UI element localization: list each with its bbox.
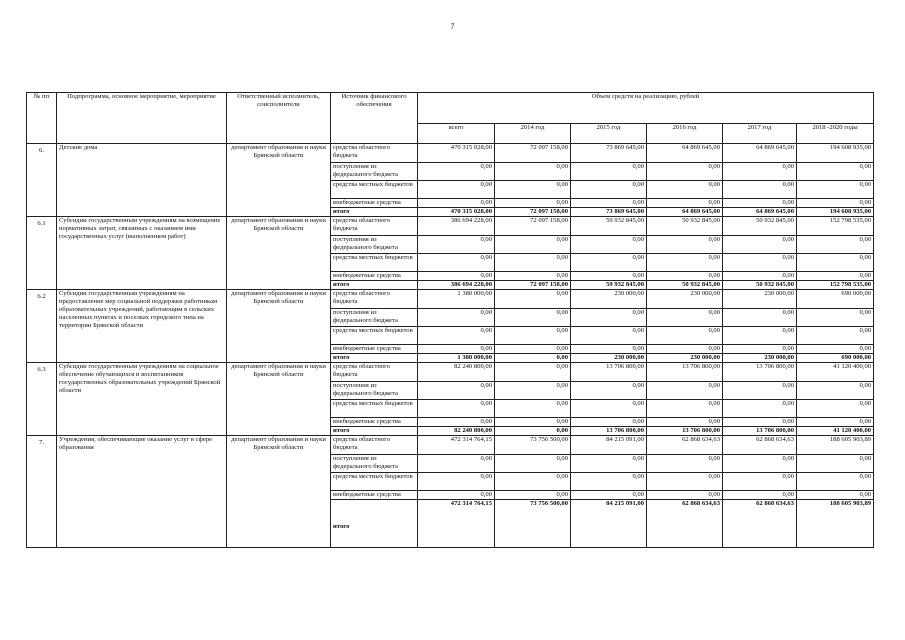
amount-cell: 0,00 bbox=[495, 363, 571, 382]
amount-cell: 73 756 500,00 bbox=[495, 436, 571, 455]
amount-cell: 64 869 645,00 bbox=[647, 208, 723, 217]
amount-cell: 0,00 bbox=[723, 254, 797, 272]
amount-cell: 0,00 bbox=[571, 455, 647, 473]
amount-cell: 0,00 bbox=[797, 272, 874, 281]
amount-cell: 0,00 bbox=[571, 382, 647, 400]
amount-cell: 0,00 bbox=[571, 418, 647, 427]
table-row bbox=[27, 363, 874, 382]
amount-cell: 72 097 158,00 bbox=[495, 281, 571, 290]
amount-cell: 82 240 800,00 bbox=[418, 363, 495, 382]
funding-source: поступления из федерального бюджета bbox=[331, 382, 418, 400]
executor: департамент образования и науки Брянской области bbox=[227, 290, 331, 363]
budget-table bbox=[26, 92, 874, 548]
amount-cell: 0,00 bbox=[723, 382, 797, 400]
amount-cell: 230 000,00 bbox=[723, 290, 797, 309]
amount-cell: 0,00 bbox=[723, 345, 797, 354]
amount-cell: 0,00 bbox=[418, 345, 495, 354]
executor: департамент образования и науки Брянской области bbox=[227, 144, 331, 217]
amount-cell: 0,00 bbox=[797, 236, 874, 254]
amount-cell: 13 706 800,00 bbox=[647, 363, 723, 382]
amount-cell: 59 932 845,00 bbox=[571, 217, 647, 236]
amount-cell: 472 314 764,15 bbox=[418, 500, 495, 548]
amount-cell: 0,00 bbox=[418, 400, 495, 418]
amount-cell: 0,00 bbox=[495, 427, 571, 436]
funding-source: внебюджетные средства bbox=[331, 199, 418, 208]
amount-cell: 0,00 bbox=[495, 309, 571, 327]
header-year: 2017 год bbox=[723, 124, 797, 144]
amount-cell: 0,00 bbox=[647, 491, 723, 500]
amount-cell: 0,00 bbox=[797, 199, 874, 208]
amount-cell: 0,00 bbox=[647, 382, 723, 400]
header-program: Подпрограмма, основное мероприятие, мероприятие bbox=[57, 93, 227, 144]
amount-cell: 0,00 bbox=[723, 163, 797, 181]
funding-source: средства местных бюджетов bbox=[331, 181, 418, 199]
amount-cell: 0,00 bbox=[418, 272, 495, 281]
funding-source: средства местных бюджетов bbox=[331, 400, 418, 418]
header-volume: Объем средств на реализацию, рублей bbox=[418, 93, 874, 124]
amount-cell: 0,00 bbox=[797, 163, 874, 181]
amount-cell: 50 932 845,00 bbox=[647, 281, 723, 290]
amount-cell: 188 605 903,89 bbox=[797, 436, 874, 455]
amount-cell: 0,00 bbox=[495, 354, 571, 363]
amount-cell: 0,00 bbox=[797, 181, 874, 199]
program-name: Детские дома bbox=[57, 144, 227, 217]
amount-cell: 0,00 bbox=[495, 181, 571, 199]
funding-source: внебюджетные средства bbox=[331, 418, 418, 427]
amount-cell: 73 869 645,00 bbox=[571, 208, 647, 217]
amount-cell: 472 314 764,15 bbox=[418, 436, 495, 455]
amount-cell: 0,00 bbox=[723, 236, 797, 254]
amount-cell: 0,00 bbox=[797, 473, 874, 491]
amount-cell: 0,00 bbox=[495, 327, 571, 345]
funding-source: итого bbox=[331, 208, 418, 217]
amount-cell: 0,00 bbox=[571, 163, 647, 181]
executor: департамент образования и науки Брянской области bbox=[227, 436, 331, 548]
amount-cell: 470 315 028,00 bbox=[418, 208, 495, 217]
amount-cell: 0,00 bbox=[797, 327, 874, 345]
row-number: 6.2 bbox=[27, 290, 57, 363]
amount-cell: 41 120 400,00 bbox=[797, 363, 874, 382]
amount-cell: 0,00 bbox=[571, 236, 647, 254]
amount-cell: 0,00 bbox=[571, 327, 647, 345]
amount-cell: 0,00 bbox=[647, 400, 723, 418]
amount-cell: 0,00 bbox=[418, 327, 495, 345]
amount-cell: 50 932 845,00 bbox=[723, 217, 797, 236]
amount-cell: 0,00 bbox=[647, 254, 723, 272]
amount-cell: 386 694 228,00 bbox=[418, 217, 495, 236]
header-year: 2016 год bbox=[647, 124, 723, 144]
header-no: № пп bbox=[27, 93, 57, 144]
funding-source: поступления из федерального бюджета bbox=[331, 455, 418, 473]
amount-cell: 62 868 634,63 bbox=[647, 436, 723, 455]
row-number: 6.1 bbox=[27, 217, 57, 290]
amount-cell: 50 932 845,00 bbox=[647, 217, 723, 236]
amount-cell: 0,00 bbox=[495, 163, 571, 181]
amount-cell: 0,00 bbox=[797, 309, 874, 327]
amount-cell: 0,00 bbox=[647, 473, 723, 491]
amount-cell: 0,00 bbox=[418, 309, 495, 327]
amount-cell: 13 706 800,00 bbox=[647, 427, 723, 436]
amount-cell: 0,00 bbox=[647, 327, 723, 345]
amount-cell: 0,00 bbox=[571, 181, 647, 199]
amount-cell: 0,00 bbox=[647, 236, 723, 254]
amount-cell: 62 868 634,63 bbox=[723, 436, 797, 455]
funding-source: внебюджетные средства bbox=[331, 345, 418, 354]
funding-source: средства областного бюджета bbox=[331, 363, 418, 382]
funding-source: итого bbox=[331, 500, 418, 548]
amount-cell: 0,00 bbox=[418, 473, 495, 491]
funding-source: внебюджетные средства bbox=[331, 272, 418, 281]
amount-cell: 0,00 bbox=[723, 473, 797, 491]
row-number: 6. bbox=[27, 144, 57, 217]
amount-cell: 0,00 bbox=[647, 345, 723, 354]
amount-cell: 0,00 bbox=[571, 400, 647, 418]
amount-cell: 0,00 bbox=[418, 236, 495, 254]
amount-cell: 50 932 845,00 bbox=[723, 281, 797, 290]
amount-cell: 13 706 800,00 bbox=[571, 363, 647, 382]
amount-cell: 0,00 bbox=[495, 455, 571, 473]
amount-cell: 0,00 bbox=[797, 491, 874, 500]
amount-cell: 0,00 bbox=[495, 345, 571, 354]
header-year: всего bbox=[418, 124, 495, 144]
amount-cell: 0,00 bbox=[571, 272, 647, 281]
amount-cell: 0,00 bbox=[723, 309, 797, 327]
amount-cell: 72 097 158,00 bbox=[495, 144, 571, 163]
header-source: Источник финансового обеспечения bbox=[331, 93, 418, 144]
amount-cell: 0,00 bbox=[723, 418, 797, 427]
amount-cell: 470 315 028,00 bbox=[418, 144, 495, 163]
header-year: 2015 год bbox=[571, 124, 647, 144]
amount-cell: 0,00 bbox=[495, 254, 571, 272]
amount-cell: 0,00 bbox=[797, 345, 874, 354]
amount-cell: 0,00 bbox=[495, 199, 571, 208]
amount-cell: 0,00 bbox=[797, 254, 874, 272]
amount-cell: 0,00 bbox=[723, 272, 797, 281]
amount-cell: 0,00 bbox=[418, 254, 495, 272]
amount-cell: 386 694 228,00 bbox=[418, 281, 495, 290]
amount-cell: 0,00 bbox=[647, 199, 723, 208]
amount-cell: 72 097 158,00 bbox=[495, 208, 571, 217]
amount-cell: 0,00 bbox=[797, 400, 874, 418]
amount-cell: 0,00 bbox=[647, 309, 723, 327]
amount-cell: 72 097 158,00 bbox=[495, 217, 571, 236]
amount-cell: 0,00 bbox=[647, 272, 723, 281]
amount-cell: 0,00 bbox=[495, 290, 571, 309]
header-year: 2018 -2020 годы bbox=[797, 124, 874, 144]
amount-cell: 0,00 bbox=[418, 382, 495, 400]
amount-cell: 690 000,00 bbox=[797, 354, 874, 363]
executor: департамент образования и науки Брянской области bbox=[227, 217, 331, 290]
funding-source: поступления из федерального бюджета bbox=[331, 236, 418, 254]
funding-source: итого bbox=[331, 427, 418, 436]
amount-cell: 73 869 645,00 bbox=[571, 144, 647, 163]
amount-cell: 0,00 bbox=[571, 254, 647, 272]
amount-cell: 0,00 bbox=[647, 163, 723, 181]
amount-cell: 0,00 bbox=[571, 345, 647, 354]
amount-cell: 152 798 535,00 bbox=[797, 281, 874, 290]
executor: департамент образования и науки Брянской области bbox=[227, 363, 331, 436]
amount-cell: 62 868 634,63 bbox=[723, 500, 797, 548]
amount-cell: 0,00 bbox=[723, 199, 797, 208]
table-row bbox=[27, 144, 874, 163]
program-name: Субсидии государственным учреждениям на возмещение нормативных затрат, связанных с оказанием ими государственных услуг (выполнением работ) bbox=[57, 217, 227, 290]
amount-cell: 152 798 535,00 bbox=[797, 217, 874, 236]
amount-cell: 0,00 bbox=[495, 272, 571, 281]
amount-cell: 0,00 bbox=[797, 455, 874, 473]
amount-cell: 0,00 bbox=[797, 382, 874, 400]
amount-cell: 64 869 645,00 bbox=[723, 144, 797, 163]
amount-cell: 0,00 bbox=[723, 181, 797, 199]
amount-cell: 0,00 bbox=[418, 163, 495, 181]
amount-cell: 0,00 bbox=[723, 455, 797, 473]
funding-source: средства областного бюджета bbox=[331, 144, 418, 163]
amount-cell: 0,00 bbox=[495, 400, 571, 418]
amount-cell: 0,00 bbox=[418, 455, 495, 473]
amount-cell: 0,00 bbox=[495, 491, 571, 500]
amount-cell: 59 932 845,00 bbox=[571, 281, 647, 290]
amount-cell: 0,00 bbox=[571, 199, 647, 208]
funding-source: средства местных бюджетов bbox=[331, 254, 418, 272]
header-year: 2014 год bbox=[495, 124, 571, 144]
table-row bbox=[27, 290, 874, 309]
funding-source: средства местных бюджетов bbox=[331, 327, 418, 345]
funding-source: средства местных бюджетов bbox=[331, 473, 418, 491]
funding-source: средства областного бюджета bbox=[331, 290, 418, 309]
funding-source: итого bbox=[331, 281, 418, 290]
amount-cell: 230 000,00 bbox=[571, 354, 647, 363]
amount-cell: 0,00 bbox=[495, 418, 571, 427]
amount-cell: 0,00 bbox=[571, 309, 647, 327]
amount-cell: 82 240 800,00 bbox=[418, 427, 495, 436]
program-name: Учреждения, обеспечивающие оказание услуг в сфере образования bbox=[57, 436, 227, 548]
amount-cell: 188 605 903,89 bbox=[797, 500, 874, 548]
amount-cell: 0,00 bbox=[418, 181, 495, 199]
page-number: 7 bbox=[450, 22, 455, 31]
funding-source: поступления из федерального бюджета bbox=[331, 309, 418, 327]
amount-cell: 13 706 800,00 bbox=[723, 427, 797, 436]
amount-cell: 64 869 645,00 bbox=[647, 144, 723, 163]
amount-cell: 84 215 091,00 bbox=[571, 500, 647, 548]
amount-cell: 64 869 645,00 bbox=[723, 208, 797, 217]
amount-cell: 0,00 bbox=[495, 236, 571, 254]
amount-cell: 0,00 bbox=[495, 473, 571, 491]
amount-cell: 0,00 bbox=[797, 418, 874, 427]
amount-cell: 84 215 091,00 bbox=[571, 436, 647, 455]
amount-cell: 0,00 bbox=[418, 491, 495, 500]
amount-cell: 230 000,00 bbox=[647, 354, 723, 363]
amount-cell: 13 706 800,00 bbox=[723, 363, 797, 382]
table-row bbox=[27, 217, 874, 236]
amount-cell: 13 706 800,00 bbox=[571, 427, 647, 436]
amount-cell: 0,00 bbox=[723, 491, 797, 500]
table-body bbox=[27, 144, 874, 548]
amount-cell: 0,00 bbox=[647, 455, 723, 473]
amount-cell: 0,00 bbox=[571, 473, 647, 491]
funding-source: средства областного бюджета bbox=[331, 217, 418, 236]
amount-cell: 0,00 bbox=[495, 382, 571, 400]
funding-source: средства областного бюджета bbox=[331, 436, 418, 455]
row-number: 7. bbox=[27, 436, 57, 548]
funding-source: итого bbox=[331, 354, 418, 363]
amount-cell: 690 000,00 bbox=[797, 290, 874, 309]
amount-cell: 230 000,00 bbox=[647, 290, 723, 309]
amount-cell: 194 608 935,00 bbox=[797, 144, 874, 163]
amount-cell: 0,00 bbox=[723, 327, 797, 345]
amount-cell: 194 608 935,00 bbox=[797, 208, 874, 217]
amount-cell: 0,00 bbox=[723, 400, 797, 418]
amount-cell: 0,00 bbox=[647, 181, 723, 199]
program-name: Субсидии государственным учреждениям на социальное обеспечение обучающихся и воспитанников государственных образовательных учреждений Брянской области bbox=[57, 363, 227, 436]
amount-cell: 41 120 400,00 bbox=[797, 427, 874, 436]
header-executor: Ответственный исполнитель, соисполнители bbox=[227, 93, 331, 144]
amount-cell: 0,00 bbox=[418, 418, 495, 427]
amount-cell: 1 380 000,00 bbox=[418, 354, 495, 363]
amount-cell: 73 756 500,00 bbox=[495, 500, 571, 548]
amount-cell: 62 868 634,63 bbox=[647, 500, 723, 548]
amount-cell: 0,00 bbox=[647, 418, 723, 427]
table-row bbox=[27, 436, 874, 455]
row-number: 6.3 bbox=[27, 363, 57, 436]
funding-source: поступления из федерального бюджета bbox=[331, 163, 418, 181]
funding-source: внебюджетные средства bbox=[331, 491, 418, 500]
program-name: Субсидии государственным учреждениям на предоставление мер социальной поддержки работникам образовательных учреждений, работающим в сельских населенных пунктах и поселках городского типа на территории Брянской области bbox=[57, 290, 227, 363]
amount-cell: 230 000,00 bbox=[571, 290, 647, 309]
amount-cell: 0,00 bbox=[418, 199, 495, 208]
amount-cell: 0,00 bbox=[571, 491, 647, 500]
amount-cell: 1 380 000,00 bbox=[418, 290, 495, 309]
amount-cell: 230 000,00 bbox=[723, 354, 797, 363]
